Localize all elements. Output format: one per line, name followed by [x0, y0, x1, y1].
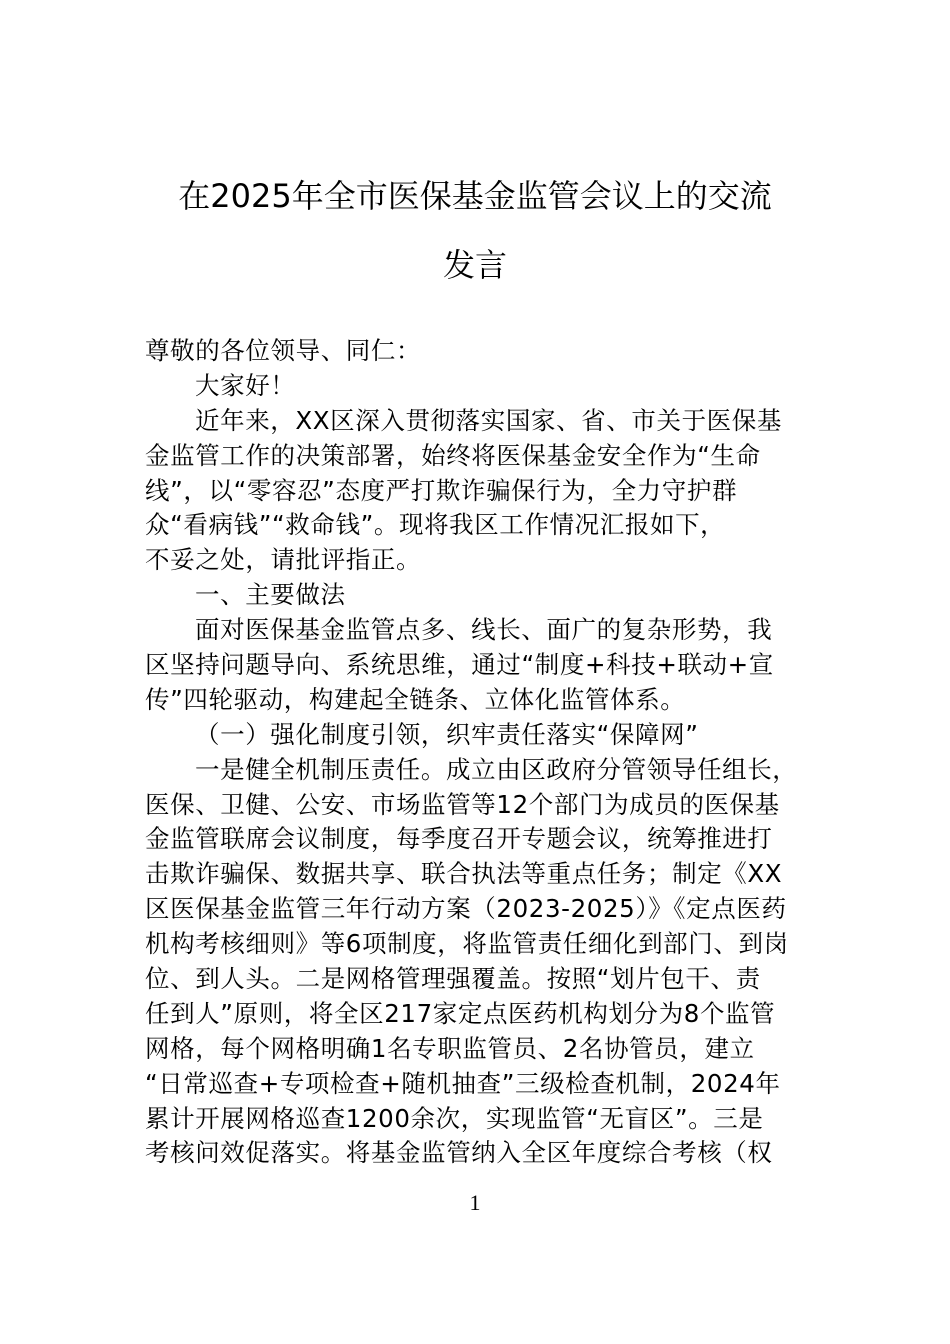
text-line: 面对医保基金监管点多、线长、面广的复杂形势，我	[195, 615, 773, 645]
text-line: 区坚持问题导向、系统思维，通过“制度+科技+联动+宣	[145, 650, 774, 680]
text-line: 击欺诈骗保、数据共享、联合执法等重点任务；制定《XX	[145, 859, 783, 889]
text-line: 众“看病钱”“救命钱”。现将我区工作情况汇报如下，	[145, 510, 726, 540]
text-line: 网格，每个网格明确1名专职监管员、2名协管员，建立	[145, 1033, 755, 1063]
text-line: 考核问效促落实。将基金监管纳入全区年度综合考核（权	[145, 1138, 773, 1168]
text-line: 医保、卫健、公安、市场监管等12个部门为成员的医保基	[145, 789, 780, 819]
document-body	[145, 334, 810, 1171]
text-line: 一是健全机制压责任。成立由区政府分管领导任组长，	[195, 754, 798, 784]
text-line: 金监管工作的决策部署，始终将医保基金安全作为“生命	[145, 440, 761, 470]
text-line: （一）强化制度引领，织牢责任落实“保障网”	[195, 719, 699, 749]
text-line: 位、到人头。二是网格管理强覆盖。按照“划片包干、责	[145, 964, 761, 994]
text-line: 区医保基金监管三年行动方案（2023-2025）》《定点医药	[145, 894, 787, 924]
page-number: 1	[469, 1190, 481, 1215]
text-line: 大家好！	[195, 370, 296, 400]
document-title-line-1: 在2025年全市医保基金监管会议上的交流	[178, 177, 772, 215]
text-line: 不妥之处，请批评指正。	[145, 545, 422, 575]
document-title-line-2: 发言	[442, 246, 507, 284]
text-line: 尊敬的各位领导、同仁：	[145, 336, 422, 365]
text-line: 传”四轮驱动，构建起全链条、立体化监管体系。	[145, 684, 686, 714]
text-line: 累计开展网格巡查1200余次，实现监管“无盲区”。三是	[145, 1103, 764, 1133]
text-line: 线”，以“零容忍”态度严打欺诈骗保行为，全力守护群	[145, 475, 738, 505]
text-line: 任到人”原则，将全区217家定点医药机构划分为8个监管	[145, 998, 776, 1028]
text-line: 机构考核细则》等6项制度，将监管责任细化到部门、到岗	[145, 929, 789, 959]
text-line: 一、主要做法	[195, 580, 346, 610]
text-line: “日常巡查+专项检查+随机抽查”三级检查机制，2024年	[145, 1068, 781, 1098]
text-line: 近年来，XX区深入贯彻落实国家、省、市关于医保基	[195, 405, 782, 435]
text-line: 金监管联席会议制度，每季度召开专题会议，统筹推进打	[145, 824, 773, 854]
